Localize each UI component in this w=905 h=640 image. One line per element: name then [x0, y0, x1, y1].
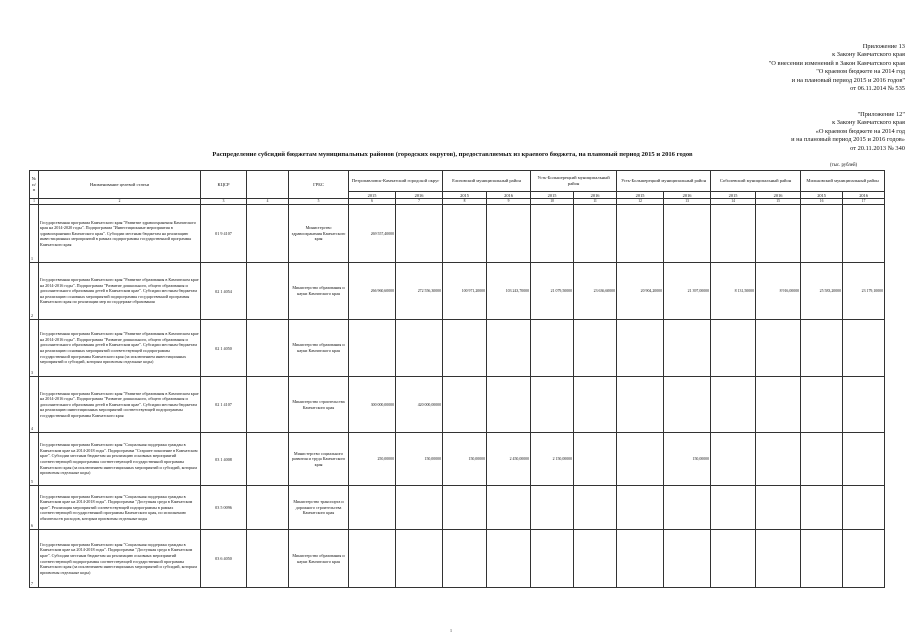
column-index: 1: [30, 199, 39, 205]
row-value: [617, 433, 664, 486]
row-kcsr: 02 1 4050: [201, 320, 247, 377]
appendix-12-header: [33, 111, 905, 153]
row-value: [617, 530, 664, 588]
row-value: [843, 205, 885, 263]
row-value: [617, 320, 664, 377]
appendix-13-header: [33, 43, 905, 93]
row-value: [843, 486, 885, 530]
row-value: [711, 530, 756, 588]
appendix-line: "О внесении изменений в Закон Камчатского края: [768, 59, 905, 67]
table-row: [30, 263, 885, 320]
table-row: [30, 530, 885, 588]
row-value: 272 556,30000: [396, 263, 443, 320]
column-index: 15: [756, 199, 801, 205]
header-district-5: Соболевский муниципальный район: [711, 171, 801, 192]
row-value: [574, 433, 617, 486]
row-value: [349, 320, 396, 377]
row-grbs: Министерство строительства Камчатского края: [289, 377, 349, 433]
row-value: 20 904,20000: [617, 263, 664, 320]
row-value: [349, 530, 396, 588]
appendix-line: к Закону Камчатского края: [832, 119, 905, 127]
row-value: [756, 205, 801, 263]
row-value: 25 583,20000: [801, 263, 843, 320]
row-value: [574, 320, 617, 377]
row-empty: [247, 433, 289, 486]
row-value: 21 397,00000: [664, 263, 711, 320]
row-empty: [247, 486, 289, 530]
appendix-line: и на плановый период 2015 и 2016 годов»: [791, 136, 905, 144]
column-index: 13: [664, 199, 711, 205]
row-value: [664, 320, 711, 377]
subsidy-table: [29, 170, 885, 588]
appendix-line: "Приложение 12": [857, 111, 905, 118]
row-empty: [247, 530, 289, 588]
row-number: 5: [30, 433, 39, 486]
header-nn: № п/п: [30, 171, 39, 199]
column-index: 7: [396, 199, 443, 205]
row-value: 23 179,10000: [843, 263, 885, 320]
row-value: [443, 377, 487, 433]
row-value: [487, 486, 531, 530]
row-number: 7: [30, 530, 39, 588]
column-index: 17: [843, 199, 885, 205]
row-value: [664, 486, 711, 530]
row-value: [443, 486, 487, 530]
row-value: [574, 530, 617, 588]
row-empty: [247, 377, 289, 433]
header-year: 2015: [711, 192, 756, 199]
row-value: [756, 433, 801, 486]
row-name: Государственная программа Камчатского края "Развитие образования в Камчатском крае на 2014-2016 годы". Подпрограмма "Развитие дошкольного, общего образования и дополнительного образования детей в Камчатском крае". Субсидии местным бюджетам на реализацию основных мероприятий соответствующей подпрограммы государственной программы Камчатского края (за исключением инвестиционных мероприятий и субсидий, которым присвоены отдельные коды): [39, 320, 201, 377]
row-value: [531, 377, 574, 433]
row-value: [756, 530, 801, 588]
row-value: 420 000,00000: [396, 377, 443, 433]
header-kcsr: КЦСР: [201, 171, 247, 199]
row-name: Государственная программа Камчатского края "Социальная поддержка граждан в Камчатском крае на 2014-2018 годы". Подпрограмма "Доступная среда в Камчатском крае". Реализация мероприятий соответствующей подпрограммы в рамках соответствующей государственной программы Камчатского края, по исполнению обязательств расходов, которым присвоены отдельные коды: [39, 486, 201, 530]
row-number: 3: [30, 320, 39, 377]
row-name: Государственная программа Камчатского края "Развитие здравоохранения Камчатского края на 2014-2020 годы". Подпрограмма "Инвестиционные мероприятия в здравоохранении Камчатского края". Субсидии местным бюджетам на реализацию инвестиционных мероприятий в рамках подпрограммы государственной программы Камчатского края: [39, 205, 201, 263]
row-name: Государственная программа Камчатского края "Социальная поддержка граждан в Камчатском крае на 2014-2018 годы". Подпрограмма "Доступная среда в Камчатском крае". Субсидии местным бюджетам на реализацию основных мероприятий соответствующей подпрограммы соответствующей государственной программы Камчатского края (за исключением инвестиционных мероприятий и субсидий, которым присвоены отдельные коды): [39, 530, 201, 588]
row-value: [574, 377, 617, 433]
row-kcsr: 01 9 4107: [201, 205, 247, 263]
row-value: [843, 433, 885, 486]
row-value: [664, 377, 711, 433]
row-value: [531, 530, 574, 588]
row-value: [801, 486, 843, 530]
appendix-line: Приложение 13: [862, 43, 905, 50]
row-kcsr: 03 5 0096: [201, 486, 247, 530]
row-value: [711, 320, 756, 377]
row-value: [843, 320, 885, 377]
row-value: 250,00000: [349, 433, 396, 486]
row-number: 6: [30, 486, 39, 530]
row-value: 150,00000: [443, 433, 487, 486]
row-value: [711, 486, 756, 530]
row-value: 266 960,60000: [349, 263, 396, 320]
table-row: [30, 486, 885, 530]
row-number: 2: [30, 263, 39, 320]
row-value: 150,00000: [396, 433, 443, 486]
table-row: [30, 205, 885, 263]
header-year: 2016: [756, 192, 801, 199]
header-district-1: Петропавловск-Камчатский городской округ: [349, 171, 443, 192]
row-value: 8 916,00000: [756, 263, 801, 320]
row-value: [617, 205, 664, 263]
row-value: [801, 530, 843, 588]
units-label: (тыс. рублей): [830, 163, 858, 168]
row-value: [801, 433, 843, 486]
row-value: [396, 205, 443, 263]
row-value: [617, 486, 664, 530]
column-index: 3: [201, 199, 247, 205]
header-year: 2015: [443, 192, 487, 199]
row-value: [756, 377, 801, 433]
row-value: [531, 320, 574, 377]
header-year: 2015: [531, 192, 574, 199]
row-value: [664, 530, 711, 588]
row-value: [711, 377, 756, 433]
row-kcsr: 02 1 4054: [201, 263, 247, 320]
column-index: 4: [247, 199, 289, 205]
appendix-line: и на плановый период 2015 и 2016 годов": [791, 76, 905, 84]
row-grbs: Министерство образования и науки Камчатского края: [289, 263, 349, 320]
row-value: [801, 205, 843, 263]
row-value: 300 000,00000: [349, 377, 396, 433]
row-grbs: Министерство образования и науки Камчатского края: [289, 320, 349, 377]
row-value: 103 243,70000: [487, 263, 531, 320]
row-value: [574, 486, 617, 530]
column-index: 14: [711, 199, 756, 205]
row-value: 2 150,00000: [531, 433, 574, 486]
row-grbs: Министерство здравоохранения Камчатского края: [289, 205, 349, 263]
row-value: [349, 486, 396, 530]
header-district-4: Усть-Большерецкий муниципальный район: [617, 171, 711, 192]
row-kcsr: 03 1 4008: [201, 433, 247, 486]
row-value: [487, 320, 531, 377]
header-year: 2016: [574, 192, 617, 199]
row-value: [396, 530, 443, 588]
row-value: [531, 205, 574, 263]
row-value: 23 636,60000: [574, 263, 617, 320]
header-grbs: ГРБС: [289, 171, 349, 199]
row-empty: [247, 263, 289, 320]
header-district-6: Мильковский муниципальный район: [801, 171, 885, 192]
row-grbs: Министерство образования и науки Камчатского края: [289, 530, 349, 588]
table-row: [30, 320, 885, 377]
row-value: [487, 205, 531, 263]
row-value: [711, 433, 756, 486]
row-value: [843, 530, 885, 588]
column-index: 2: [39, 199, 201, 205]
row-value: 2 450,00000: [487, 433, 531, 486]
row-value: [801, 320, 843, 377]
column-index: 6: [349, 199, 396, 205]
row-number: 4: [30, 377, 39, 433]
row-value: 150,00000: [664, 433, 711, 486]
column-index: 9: [487, 199, 531, 205]
header-year: 2016: [396, 192, 443, 199]
header-year: 2016: [843, 192, 885, 199]
row-empty: [247, 205, 289, 263]
table-row: [30, 377, 885, 433]
row-value: [443, 320, 487, 377]
row-empty: [247, 320, 289, 377]
appendix-line: «О краевом бюджете на 2014 год: [815, 127, 905, 135]
row-value: 100 971,20000: [443, 263, 487, 320]
header-name: Наименование целевой статьи: [39, 171, 201, 199]
row-value: [531, 486, 574, 530]
header-district-3: Усть-Большерецкий муниципальный район: [531, 171, 617, 192]
document-title: Распределение субсидий бюджетам муниципальных районов (городских округов), предоставляемых из краевого бюджета, на плановый период 2015 и 2016 годов: [212, 151, 693, 158]
table-row: [30, 433, 885, 486]
column-index: 12: [617, 199, 664, 205]
row-name: Государственная программа Камчатского края "Развитие образования в Камчатском крае на 2014-2016 годы". Подпрограмма "Развитие дошкольного, общего образования и дополнительного образования детей в Камчатском крае". Субсидии местным бюджетам на реализацию инвестиционных мероприятий соответствующей подпрограммы государственной программы Камчатского края: [39, 377, 201, 433]
row-kcsr: 03 6 4050: [201, 530, 247, 588]
row-number: 1: [30, 205, 39, 263]
page-number: 1: [450, 628, 452, 633]
column-index: 5: [289, 199, 349, 205]
appendix-line: от 20.11.2013 № 340: [850, 144, 905, 152]
column-index: 11: [574, 199, 617, 205]
header-year: 2015: [349, 192, 396, 199]
row-value: [443, 205, 487, 263]
row-value: [617, 377, 664, 433]
row-name: Государственная программа Камчатского края "Социальная поддержка граждан в Камчатском крае на 2014-2018 годы". Подпрограмма "Старшее поколение в Камчатском крае". Субсидии местным бюджетам на реализацию основных мероприятий соответствующей подпрограммы соответствующей государственной программы Камчатского края (за исключением инвестиционных мероприятий и субсидий, которым присвоены отдельные коды): [39, 433, 201, 486]
row-value: [396, 320, 443, 377]
row-value: [574, 205, 617, 263]
row-grbs: Министерство транспорта и дорожного строительства Камчатского края: [289, 486, 349, 530]
column-index: 10: [531, 199, 574, 205]
header-year: 2015: [801, 192, 843, 199]
row-value: [396, 486, 443, 530]
row-value: [756, 486, 801, 530]
row-value: [487, 377, 531, 433]
column-index: 8: [443, 199, 487, 205]
appendix-line: к Закону Камчатского края: [832, 51, 905, 59]
row-value: [711, 205, 756, 263]
row-value: [756, 320, 801, 377]
row-value: [443, 530, 487, 588]
row-kcsr: 02 1 4107: [201, 377, 247, 433]
row-grbs: Министерство социального развития и труда Камчатского края: [289, 433, 349, 486]
header-year: 2016: [487, 192, 531, 199]
column-index: 16: [801, 199, 843, 205]
row-value: [801, 377, 843, 433]
row-value: [664, 205, 711, 263]
row-value: 21 079,50000: [531, 263, 574, 320]
row-name: Государственная программа Камчатского края "Развитие образования в Камчатском крае на 2014-2016 годы". Подпрограмма "Развитие дошкольного, общего образования и дополнительного образования детей в Камчатском крае". Субсидии местным бюджетам на реализацию основных мероприятий подпрограммы государственной программы Камчатского края по реализации мер по поддержке образования: [39, 263, 201, 320]
appendix-line: от 06.11.2014 № 535: [850, 85, 905, 93]
header-district-2: Елизовский муниципальный район: [443, 171, 531, 192]
appendix-line: "О краевом бюджете на 2014 год: [816, 68, 905, 76]
row-value: 8 131,50000: [711, 263, 756, 320]
header-year: 2015: [617, 192, 664, 199]
header-year: 2016: [664, 192, 711, 199]
row-value: [487, 530, 531, 588]
header-empty: [247, 171, 289, 199]
row-value: [843, 377, 885, 433]
row-value: 269 557,40000: [349, 205, 396, 263]
